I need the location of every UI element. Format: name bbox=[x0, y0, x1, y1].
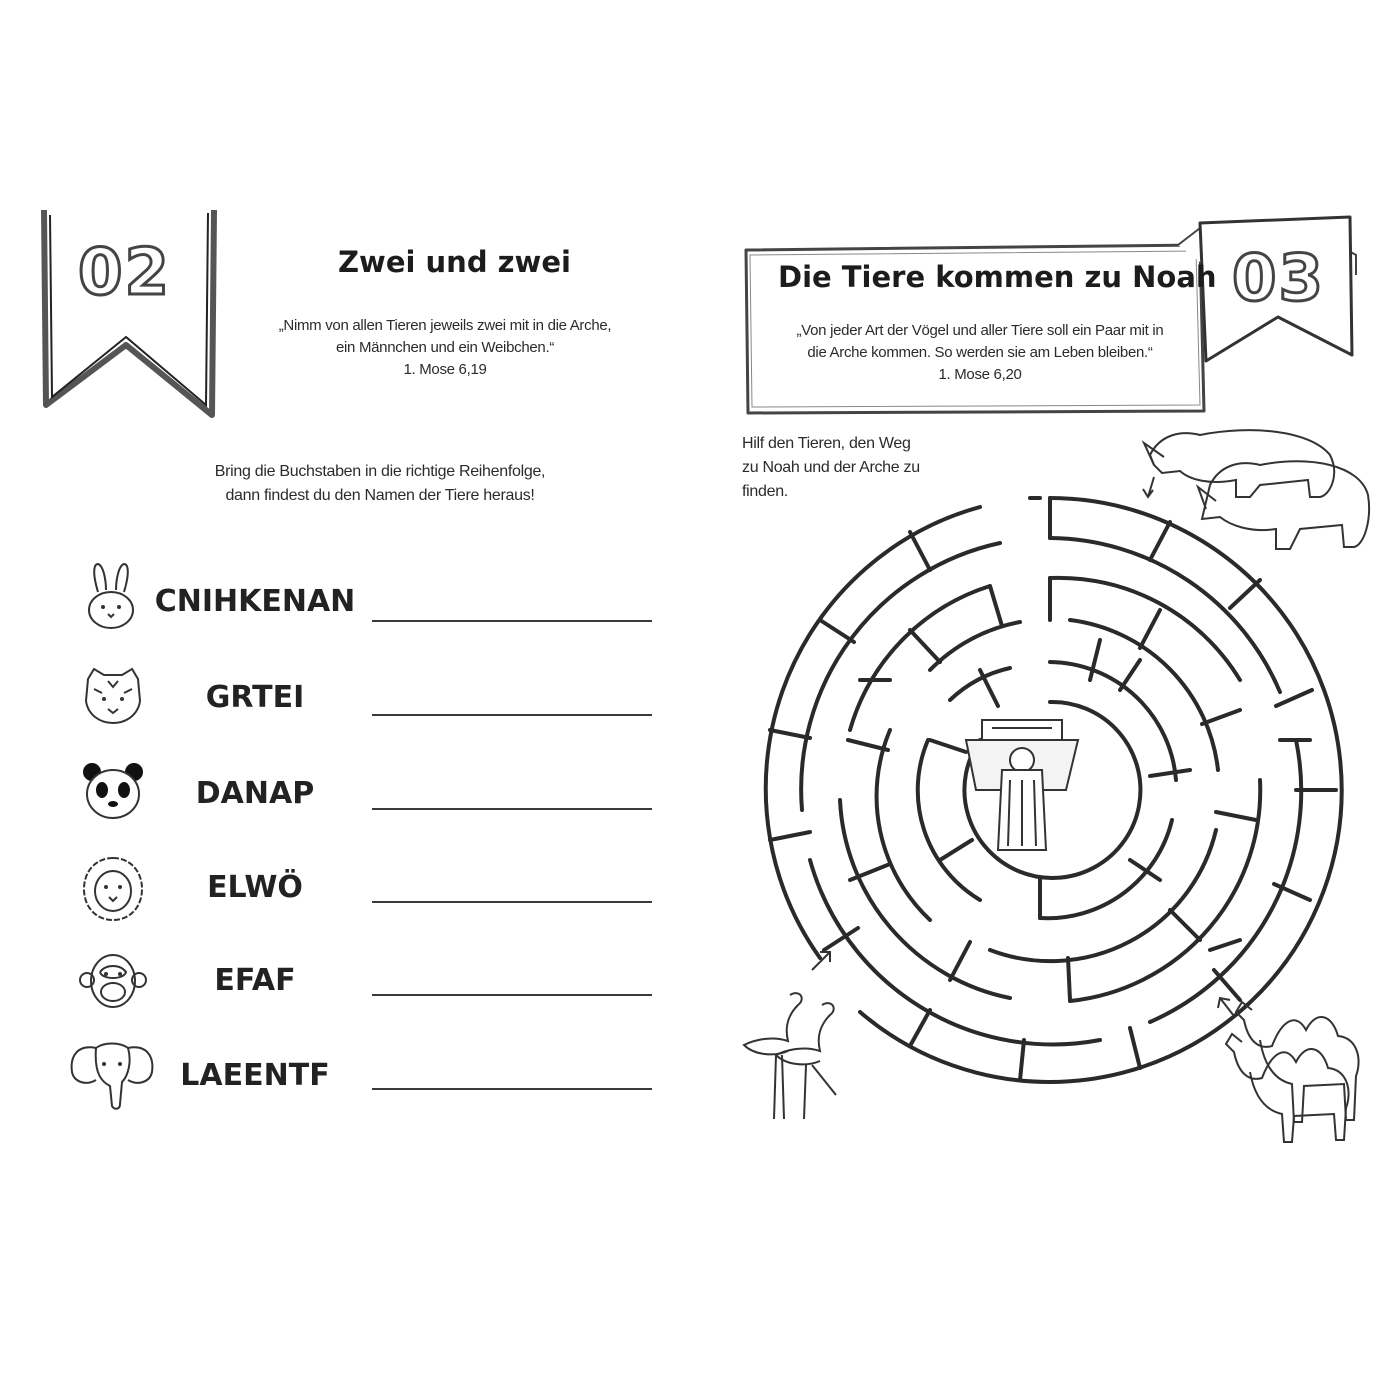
right-badge-number: 03 bbox=[1232, 242, 1326, 316]
puzzle-word-2: GRTEI bbox=[205, 680, 305, 715]
left-quote-line2: ein Männchen und ein Weibchen.“ bbox=[335, 339, 555, 356]
left-instruction-line2: dann findest du den Namen der Tiere heraus! bbox=[225, 487, 535, 504]
right-instruction-line1: Hilf den Tieren, den Weg bbox=[742, 435, 911, 452]
puzzle-word-4: ELWÖ bbox=[207, 870, 303, 905]
left-quote-line1: „Nimm von allen Tieren jeweils zwei mit in die Arche, bbox=[278, 317, 612, 334]
right-instruction-line2: zu Noah und der Arche zu bbox=[742, 459, 920, 476]
right-quote-line1: „Von jeder Art der Vögel und aller Tiere soll ein Paar mit in bbox=[796, 322, 1164, 339]
flamingo-icon bbox=[740, 985, 850, 1125]
left-quote bbox=[230, 315, 660, 381]
tiger-icon bbox=[80, 665, 146, 731]
right-instruction-line3: finden. bbox=[742, 483, 788, 500]
left-instruction-line1: Bring die Buchstaben in die richtige Reihenfolge, bbox=[214, 463, 546, 480]
monkey-icon bbox=[78, 950, 144, 1016]
puzzle-word-6: LAEENTF bbox=[180, 1058, 330, 1093]
answer-line-5[interactable] bbox=[372, 994, 652, 996]
answer-line-3[interactable] bbox=[372, 808, 652, 810]
answer-line-2[interactable] bbox=[372, 714, 652, 716]
puzzle-word-1: CNIHKENAN bbox=[154, 584, 356, 619]
answer-line-4[interactable] bbox=[372, 901, 652, 903]
panda-icon bbox=[80, 760, 146, 826]
right-quote-line2: die Arche kommen. So werden sie am Leben bleiben.“ bbox=[807, 344, 1153, 361]
answer-line-1[interactable] bbox=[372, 620, 652, 622]
puzzle-word-3: DANAP bbox=[195, 776, 315, 811]
noah-ark-icon bbox=[962, 700, 1082, 860]
maze-entry-arrow-left bbox=[808, 948, 834, 974]
maze-entry-arrow-top bbox=[1140, 475, 1160, 501]
left-quote-reference: 1. Mose 6,19 bbox=[403, 361, 487, 378]
maze-entry-arrow-right bbox=[1214, 994, 1238, 1020]
right-title: Die Tiere kommen zu Noah bbox=[778, 260, 1217, 294]
right-quote bbox=[760, 320, 1200, 386]
left-title: Zwei und zwei bbox=[338, 245, 571, 279]
rhinoceros-icon bbox=[1140, 425, 1375, 560]
lion-icon bbox=[80, 855, 146, 921]
rabbit-icon bbox=[78, 562, 144, 628]
camel-icon bbox=[1222, 990, 1392, 1145]
right-quote-reference: 1. Mose 6,20 bbox=[938, 366, 1022, 383]
left-badge-number: 02 bbox=[78, 236, 172, 310]
answer-line-6[interactable] bbox=[372, 1088, 652, 1090]
left-instruction bbox=[160, 460, 600, 508]
puzzle-word-5: EFAF bbox=[214, 963, 296, 998]
